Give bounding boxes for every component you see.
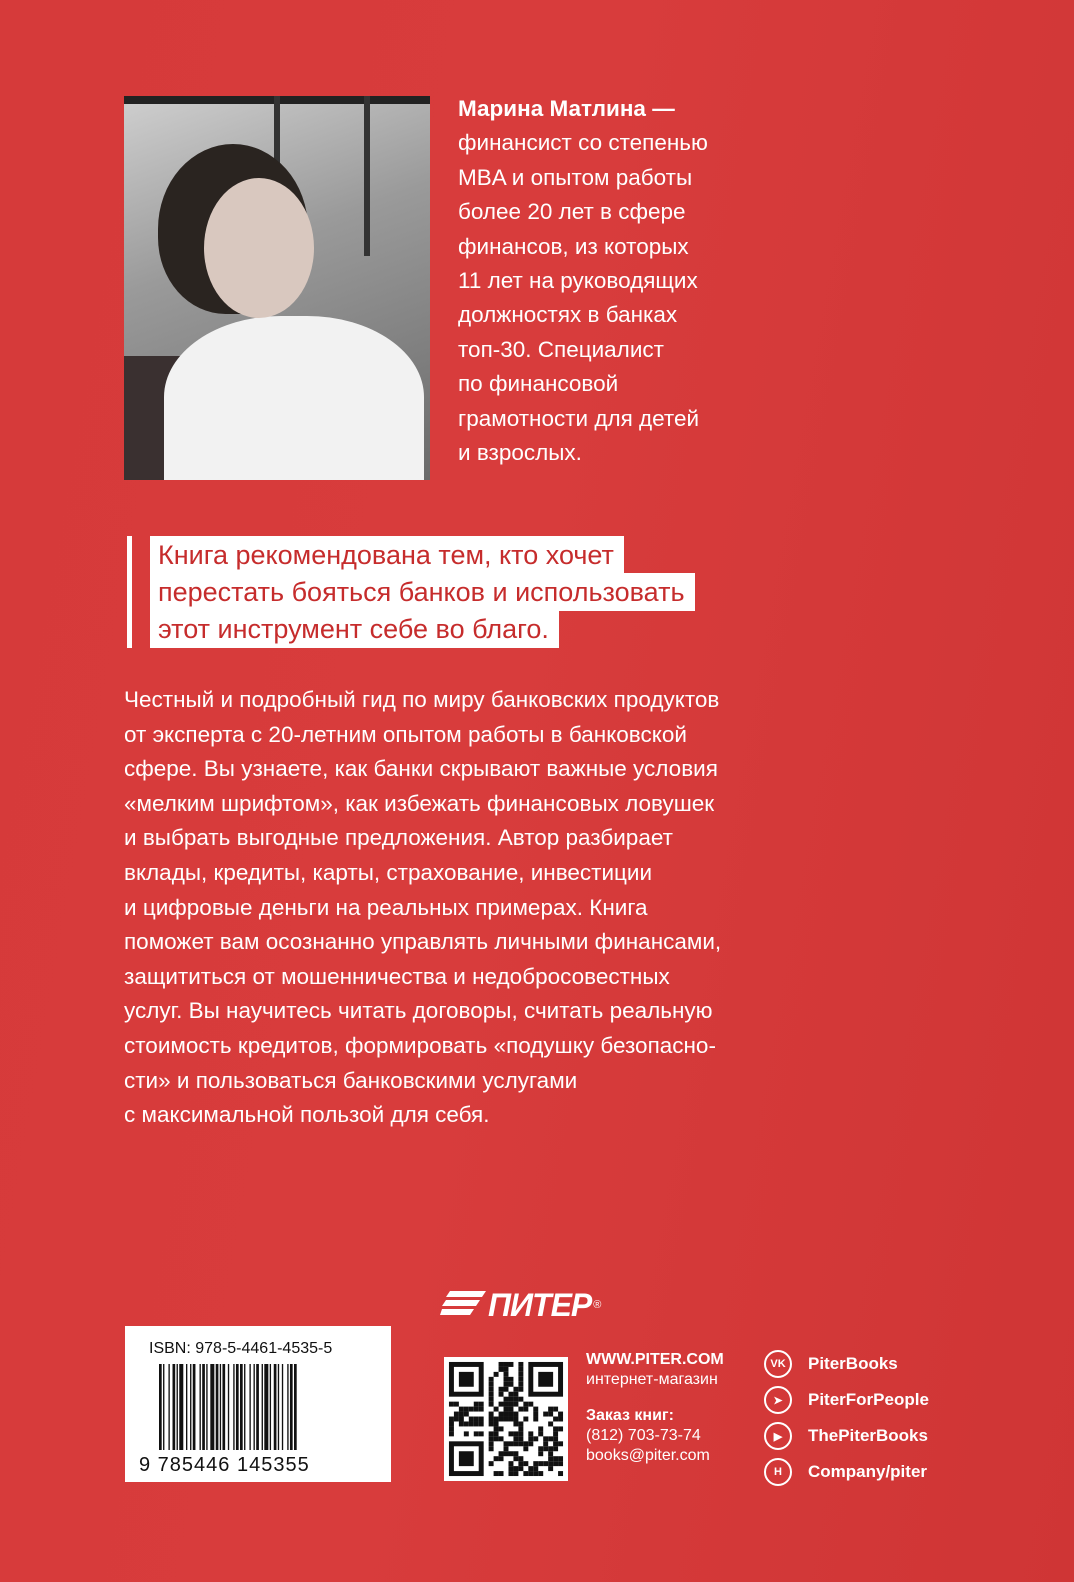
quote-line: перестать бояться банков и использовать [150,573,695,611]
description-line: с максимальной пользой для себя. [124,1102,490,1128]
barcode-bar [222,1364,225,1450]
social-item-habr[interactable] [764,1454,929,1490]
author-bio [458,92,818,470]
bio-line: грамотности для детей [458,405,700,431]
bio-line: финансист со степенью [458,130,708,156]
barcode-bar [177,1364,178,1450]
bio-line: топ-30. Специалист [458,336,664,362]
quote-line: Книга рекомендована тем, кто хочет [150,536,624,574]
description-line: от эксперта с 20-летним опытом работы в банковской [124,721,687,747]
publisher-logo-icon [440,1287,486,1323]
barcode-bar [290,1364,293,1450]
description-line: стоимость кредитов, формировать «подушку безопасно- [124,1032,716,1058]
barcode-bar [190,1364,191,1450]
telegram-icon: ➤ [764,1386,792,1414]
barcode-bar [287,1364,288,1450]
barcode-bar [206,1364,207,1450]
isbn-label: ISBN: [149,1340,191,1357]
barcode-panel [125,1326,391,1482]
social-label: PiterForPeople [808,1390,929,1409]
play-icon: ▶ [764,1422,792,1450]
quote-bar [127,536,132,648]
description-line: Честный и подробный гид по миру банковских продуктов [124,687,720,712]
description-line: поможет вам осознанно управлять личными финансами, [124,929,722,955]
description-line: сфере. Вы узнаете, как банки скрывают важные условия [124,756,718,782]
bio-line: и взрослых. [458,440,582,466]
isbn-number: 978-5-4461-4535-5 [195,1340,333,1357]
bio-line: более 20 лет в сфере [458,199,686,225]
barcode-bar [233,1364,234,1450]
barcode-bar [282,1364,283,1450]
email[interactable]: books@piter.com [586,1447,710,1464]
barcode-bar [249,1364,250,1450]
order-label: Заказ книг: [586,1407,674,1424]
barcode-bar [163,1364,164,1450]
barcode-bar [186,1364,187,1450]
barcode-bar [274,1364,277,1450]
bio-line: должностях в банках [458,302,678,328]
social-item-vk[interactable] [764,1346,929,1382]
barcode-bar [278,1364,279,1450]
barcode-bar [254,1364,255,1450]
author-name: Марина Матлина — [458,96,675,121]
bio-line: финансов, из которых [458,233,689,259]
bio-line: MBA и опытом работы [458,164,693,190]
description-line: защититься от мошенничества и недобросовестных [124,963,670,989]
site-caption: интернет-магазин [586,1371,718,1388]
barcode-bar [200,1364,201,1450]
social-label: ThePiterBooks [808,1426,928,1445]
barcode-bar [159,1364,162,1450]
description-line: услуг. Вы научитесь читать договоры, считать реальную [124,998,713,1024]
barcode-bar [244,1364,245,1450]
barcode-bar [256,1364,259,1450]
vk-icon: VK [764,1350,792,1378]
barcode [157,1364,367,1452]
social-label: Company/piter [808,1462,928,1481]
barcode-bar [228,1364,229,1450]
description-line: и цифровые деньги на реальных примерах. Книга [124,894,648,920]
social-item-telegram[interactable] [764,1382,929,1418]
publisher-logo [440,1285,601,1325]
barcode-bar [173,1364,176,1450]
bio-line: 11 лет на руководящих [458,268,698,294]
barcode-bar [294,1364,297,1450]
author-photo [124,96,430,480]
barcode-digits: 9 785446 145355 [139,1454,310,1476]
barcode-bar [262,1364,263,1450]
barcode-bar [193,1364,196,1450]
book-description [124,683,924,1133]
barcode-bar [264,1364,268,1450]
site-link[interactable]: WWW.PITER.COM [586,1351,724,1368]
isbn [149,1340,332,1358]
barcode-bar [240,1364,243,1450]
barcode-bar [168,1364,169,1450]
barcode-bar [216,1364,219,1450]
barcode-bar [202,1364,205,1450]
barcode-bar [179,1364,183,1450]
barcode-bar [210,1364,214,1450]
qr-code-pattern [444,1357,568,1481]
description-line: и выбрать выгодные предложения. Автор разбирает [124,825,673,851]
bio-line: по финансовой [458,371,619,397]
social-links [764,1346,929,1490]
quote-line: этот инструмент себе во благо. [150,610,559,648]
description-line: «мелким шрифтом», как избежать финансовых ловушек [124,790,715,816]
barcode-bar [220,1364,221,1450]
qr-code[interactable] [444,1357,568,1481]
barcode-bar [270,1364,271,1450]
phone[interactable]: (812) 703-73-74 [586,1427,701,1444]
barcode-bar [236,1364,239,1450]
habr-icon: H [764,1458,792,1486]
social-label: PiterBooks [808,1354,898,1373]
social-item-youtube[interactable] [764,1418,929,1454]
publisher-logo-text: ПИТЕР [488,1286,592,1323]
description-line: вклады, кредиты, карты, страхование, инвестиции [124,859,653,885]
contact-info [586,1350,724,1466]
registered-mark: ® [593,1299,602,1311]
description-line: сти» и пользоваться банковскими услугами [124,1067,578,1093]
